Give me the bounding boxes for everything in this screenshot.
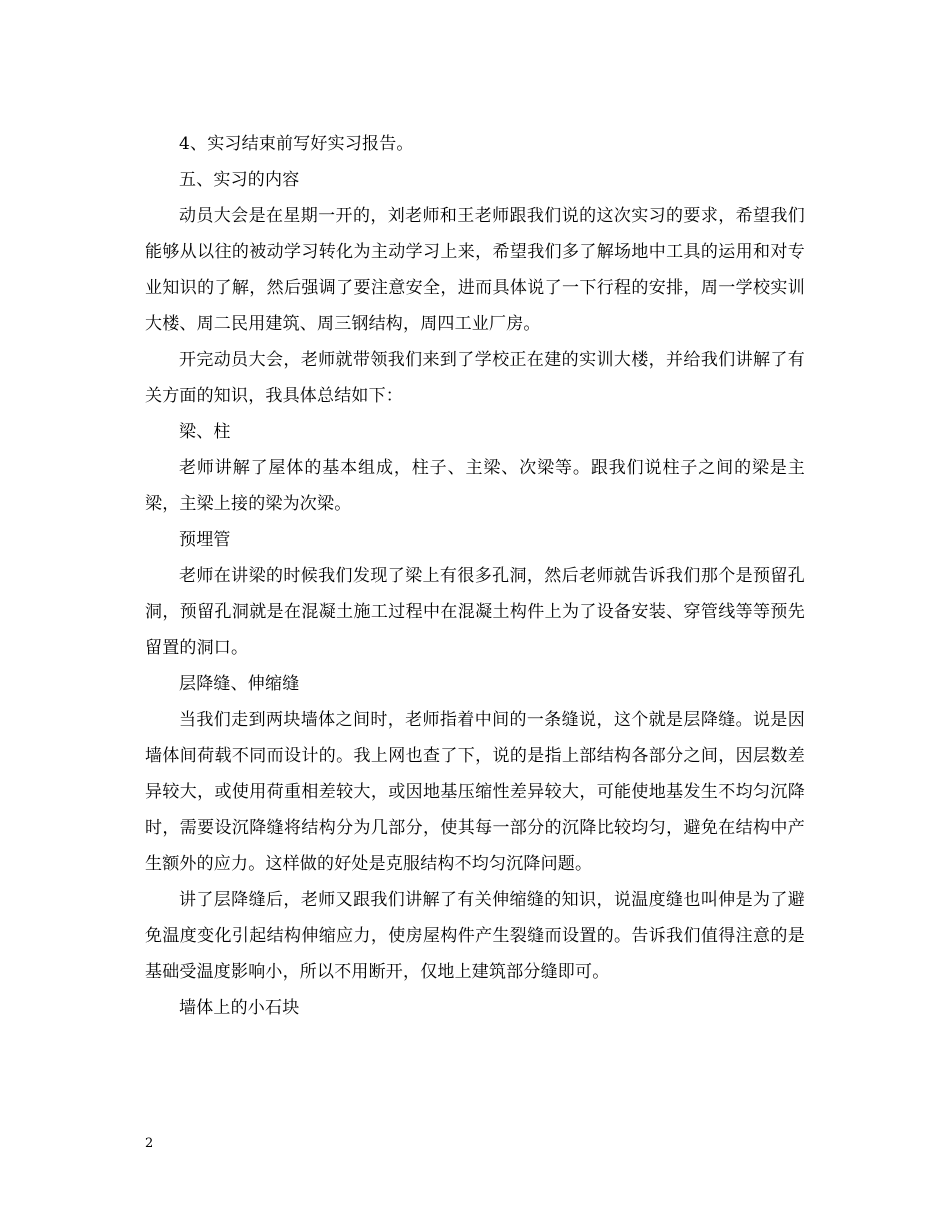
paragraph-expansion-joint: 讲了层降缝后，老师又跟我们讲解了有关伸缩缝的知识，说温度缝也叫伸是为了避免温度变化引起结构伸缩应力，使房屋构件产生裂缝而设置的。告诉我们值得注意的是基础受温度影响小，所以不用断开，仅地上建筑部分缝即可。 <box>145 890 805 982</box>
paragraph-mobilization-meeting: 动员大会是在星期一开的，刘老师和王老师跟我们说的这次实习的要求，希望我们能够从以往的被动学习转化为主动学习上来，希望我们多了解场地中工具的运用和对专业知识的了解，然后强调了要注意安全，进而具体说了一下行程的安排，周一学校实训大楼、周二民用建筑、周三钢结构，周四工业厂房。 <box>145 206 805 334</box>
subheading-settlement-joint: 层降缝、伸缩缝 <box>179 674 300 694</box>
paragraph-beams-columns: 老师讲解了屋体的基本组成，柱子、主梁、次梁等。跟我们说柱子之间的梁是主梁，主梁上接的梁为次梁。 <box>145 458 805 514</box>
paragraph-training-building: 开完动员大会，老师就带领我们来到了学校正在建的实训大楼，并给我们讲解了有关方面的知识，我具体总结如下： <box>145 350 805 406</box>
section-heading-content: 五、实习的内容 <box>179 170 300 190</box>
subheading-wall-stones: 墙体上的小石块 <box>179 998 300 1018</box>
paragraph-embedded-pipe: 老师在讲梁的时候我们发现了梁上有很多孔洞，然后老师就告诉我们那个是预留孔洞，预留孔洞就是在混凝土施工过程中在混凝土构件上为了设备安装、穿管线等等预先留置的洞口。 <box>145 566 805 658</box>
list-item-report: 4、实习结束前写好实习报告。 <box>179 134 414 154</box>
subheading-beams-columns: 梁、柱 <box>179 422 231 442</box>
subheading-embedded-pipe: 预埋管 <box>179 530 231 550</box>
document-body <box>145 126 805 1026</box>
paragraph-settlement-joint: 当我们走到两块墙体之间时，老师指着中间的一条缝说，这个就是层降缝。说是因墙体间荷载不同而设计的。我上网也查了下，说的是指上部结构各部分之间，因层数差异较大，或使用荷重相差较大，或因地基压缩性差异较大，可能使地基发生不均匀沉降时，需要设沉降缝将结构分为几部分，使其每一部分的沉降比较均匀，避免在结构中产生额外的应力。这样做的好处是克服结构不均匀沉降问题。 <box>145 710 805 874</box>
page-number: 2 <box>145 1136 154 1151</box>
